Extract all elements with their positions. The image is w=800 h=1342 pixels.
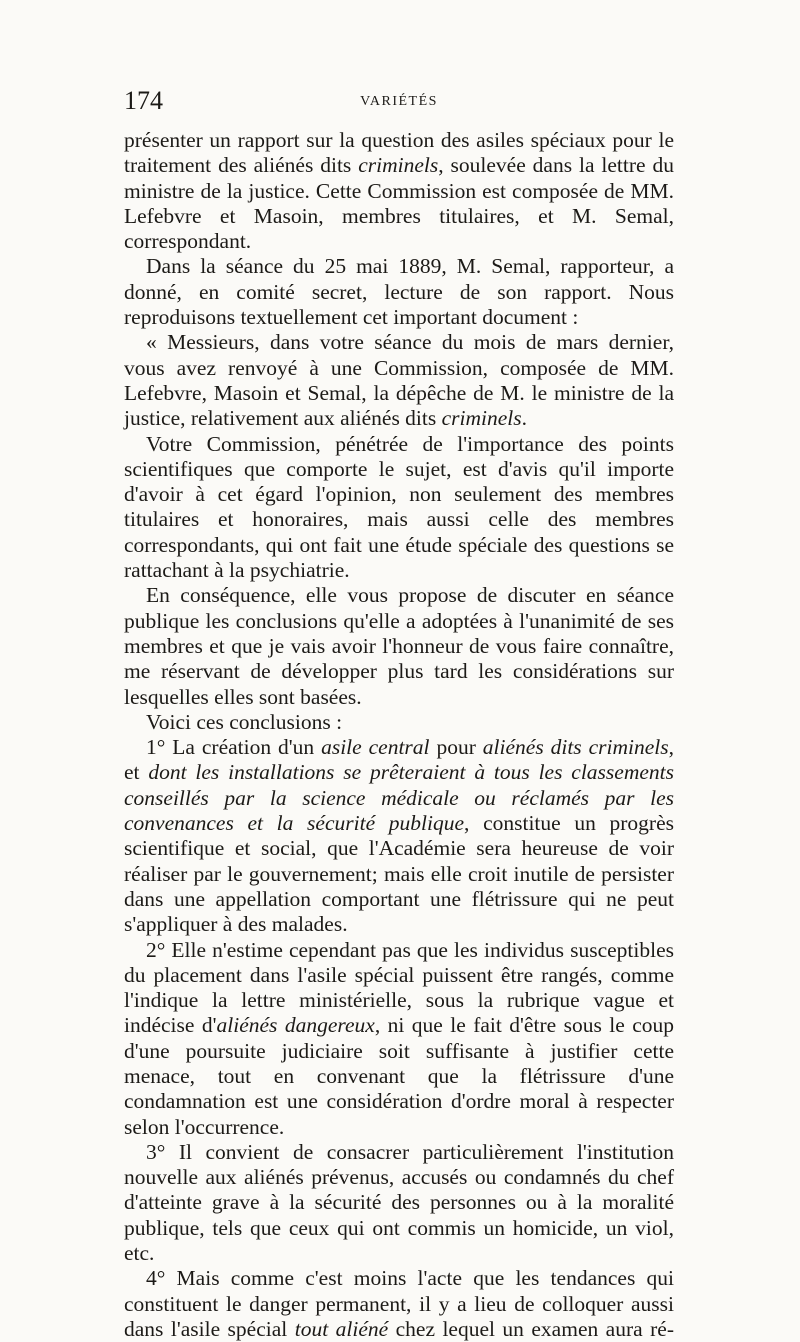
paragraph <box>124 432 674 584</box>
text-run: Voici ces conclusions : <box>146 709 343 734</box>
text-run: « Messieurs, dans votre séance du mois de mars dernier, vous avez renvoyé à une Commission, composée de MM. Lefebvre, Masoin et Semal, la dépêche de M. le ministre de la justice, relativement aux aliénés dits <box>124 330 674 431</box>
paragraph <box>124 1266 674 1342</box>
text-run: Votre Commission, pénétrée de l'importance des points scientifiques que comporte le sujet, est d'avis qu'il importe d'avoir à cet égard l'opinion, non seulement des membres titulaires et honoraires, mais aussi celle des membres correspondants, qui ont fait une étude spéciale des questions se rattachant à la psychiatrie. <box>124 431 674 583</box>
text-run: , constitue un progrès scientifique et social, que l'Académie sera heureuse de voir réaliser par le gouvernement; mais elle croit inutile de persister dans une appellation comportant une flétrissure qui ne peut s'appliquer à des malades. <box>124 811 674 937</box>
text-run: 2° Elle n'estime cependant pas que les individus susceptibles du placement dans l'asile spécial puissent être rangés, comme l'indique la lettre ministérielle, sous la rubrique vague et indécise d' <box>124 937 674 1038</box>
italic-text: asile central <box>321 735 430 760</box>
italic-text: criminels <box>441 406 522 431</box>
paragraph <box>124 330 674 431</box>
paragraph <box>124 710 674 735</box>
body-text <box>124 128 674 1342</box>
running-title: VARIÉTÉS <box>360 94 438 109</box>
italic-text: criminels <box>358 153 439 178</box>
italic-text: tout aliéné <box>294 1316 389 1341</box>
text-run: , soulevée dans la lettre du ministre de la justice. Cette Commission est composée de MM. Lefebvre et Masoin, membres titulaires, et M. Semal, correspondant. <box>124 153 674 254</box>
page-number: 174 <box>124 86 163 115</box>
paragraph <box>124 254 674 330</box>
text-run: présenter un rapport sur la question des asiles spéciaux pour le traitement des aliénés dits <box>124 128 674 178</box>
text-run: En conséquence, elle vous propose de discuter en séance publique les conclusions qu'elle a adoptées à l'unanimité de ses membres et que je vais avoir l'honneur de vous faire connaître, me réservant de développer plus tard les considérations sur lesquelles elles sont basées. <box>124 583 674 709</box>
text-run: , ni que le fait d'être sous le coup d'une poursuite judiciaire soit suffisante à justifier cette menace, tout en convenant que la flétrissure d'une condamnation est une considération d'ordre moral à respecter selon l'occurrence. <box>124 1013 674 1139</box>
text-run: , et <box>124 735 674 785</box>
paragraph <box>124 583 674 709</box>
paragraph <box>124 1140 674 1266</box>
text-run: chez lequel un examen aura ré- <box>388 1316 674 1341</box>
text-run: 4° Mais comme c'est moins l'acte que les tendances qui constituent le danger permanent, il y a lieu de colloquer aussi dans l'asile spécial <box>124 1266 674 1341</box>
text-run: pour <box>429 735 483 760</box>
page-header <box>124 86 674 116</box>
text-run: 1° La création d'un <box>146 735 322 760</box>
text-run: . <box>521 406 528 431</box>
italic-text: aliénés dits criminels <box>482 735 669 760</box>
italic-text: aliénés dangereux <box>216 1013 375 1038</box>
text-run: 3° Il convient de consacrer particulièrement l'institution nouvelle aux aliénés prévenus, accusés ou condamnés du chef d'atteinte grave à la sécurité des personnes ou à la moralité publique, tels que ceux qui ont commis un homicide, un viol, etc. <box>124 1139 674 1266</box>
text-run: Dans la séance du 25 mai 1889, M. Semal, rapporteur, a donné, en comité secret, lecture de son rapport. Nous reproduisons textuellement cet important document : <box>124 254 674 330</box>
italic-text: dont les installations se prêteraient à tous les classements conseillés par la science médicale ou réclamés par les convenances et la sécurité publique <box>124 760 674 836</box>
paragraph <box>124 938 674 1140</box>
paragraph <box>124 735 674 937</box>
paragraph <box>124 128 674 254</box>
